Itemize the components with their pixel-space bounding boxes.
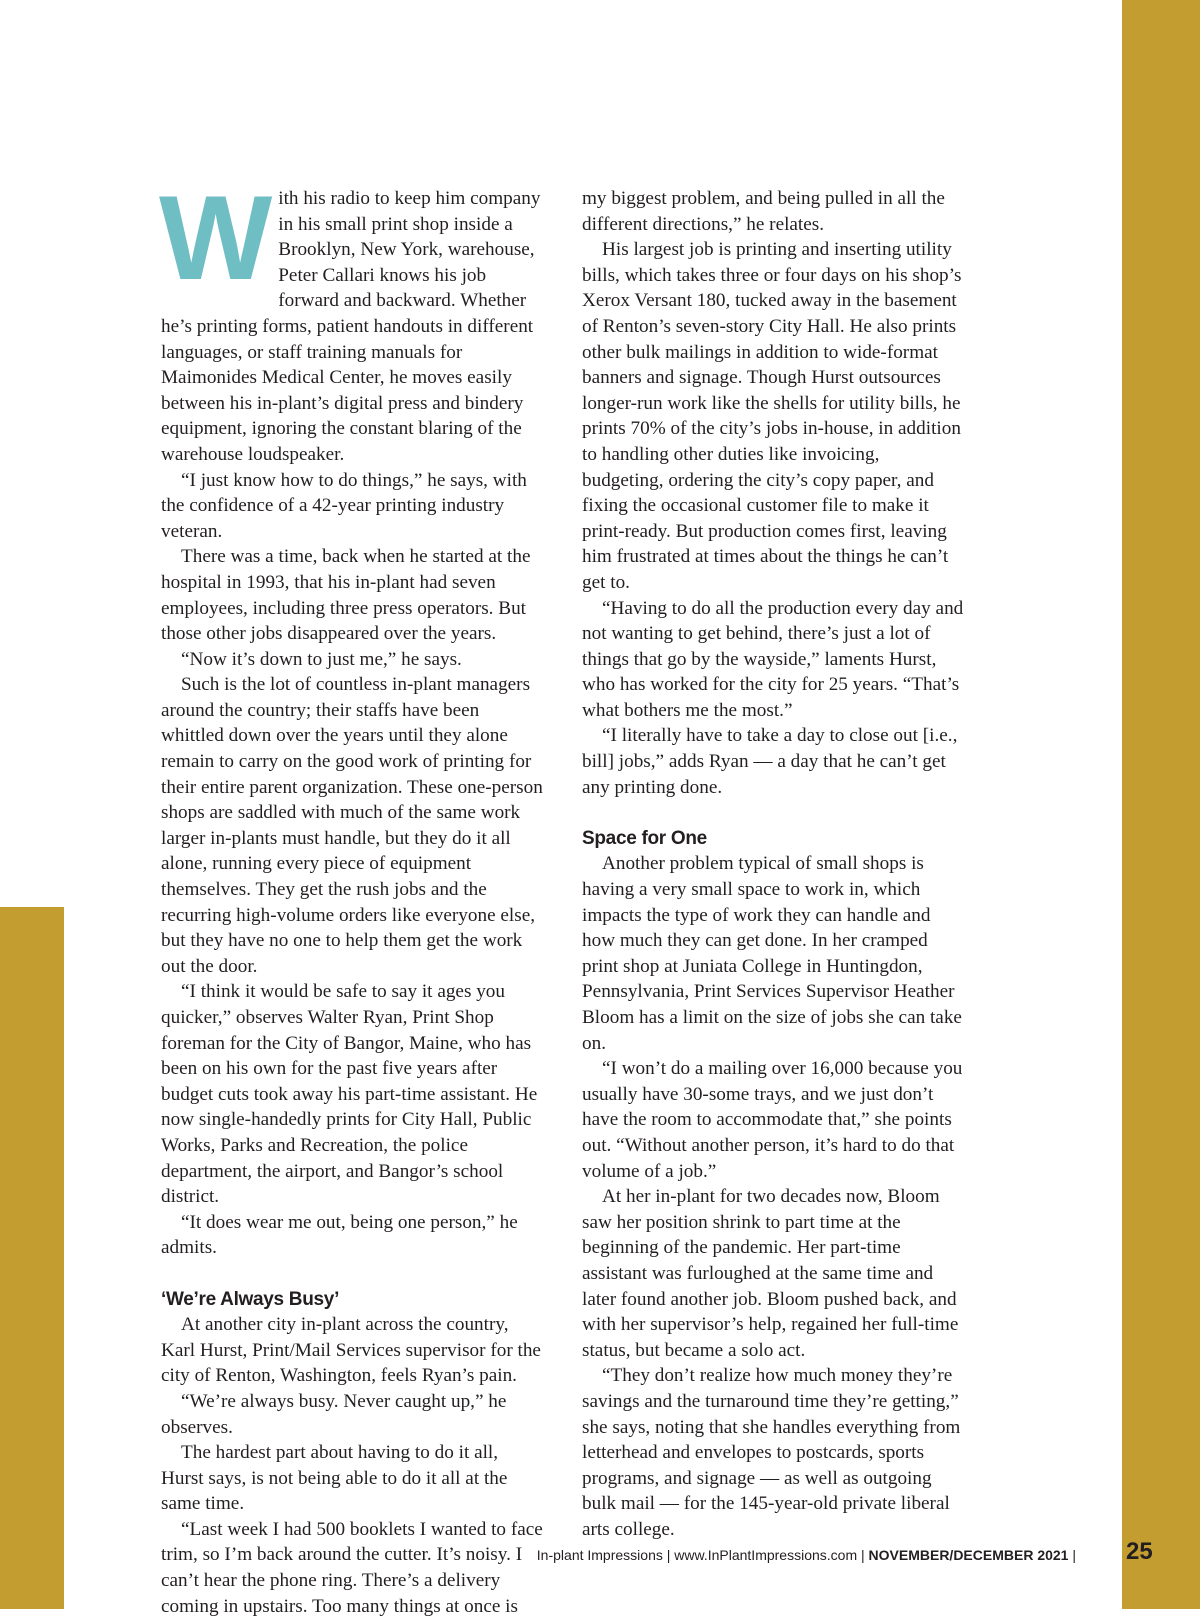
article-paragraph: my biggest problem, and being pulled in all the different directions,” he relates. (582, 188, 945, 235)
page-footer (537, 1547, 1076, 1563)
article-paragraph: There was a time, back when he started at the hospital in 1993, that his in-plant had seven employees, including three press operators. But those other jobs disappeared over the years. (161, 546, 531, 645)
article-paragraph: “Having to do all the production every day and not wanting to get behind, there’s just a lot of things that go by the wayside,” laments Hurst, who has worked for the city for 25 years. “That’s what bothers me the most.” (582, 597, 964, 721)
article-paragraph: “They don’t realize how much money they’re savings and the turnaround time they’re getting,” she says, noting that she handles everything from letterhead and envelopes to postcards, sports programs, and signage — as well as outgoing bulk mail — for the 145-year-old private liberal arts college. (582, 1365, 961, 1540)
article-paragraph: “Now it’s down to just me,” he says. (181, 648, 462, 670)
section-heading-always-busy: ‘We’re Always Busy’ (161, 1288, 340, 1310)
article-paragraph: “I won’t do a mailing over 16,000 because you usually have 30-some trays, and we just don’t have the room to accommodate that,” she points out. “Without another person, it’s hard to do that volume of a job.” (582, 1058, 963, 1182)
article-paragraph: Such is the lot of countless in-plant managers around the country; their staffs have been whittled down over the years until they alone remain to carry on the good work of printing for their entire parent organization. These one-person shops are saddled with much of the same work larger in-plants must handle, but they do it all alone, running every piece of equipment themselves. They get the rush jobs and the recurring high-volume orders like everyone else, but they have no one to help them get the work out the door. (161, 674, 543, 977)
page-number: 25 (1126, 1538, 1153, 1565)
footer-separator: | (1068, 1547, 1076, 1563)
article-column-left (159, 171, 543, 1619)
footer-publication: In-plant Impressions | www.InPlantImpressions.com | (536, 1547, 869, 1563)
left-gold-bar (0, 907, 64, 1609)
drop-cap: W (159, 171, 269, 305)
article-paragraph: His largest job is printing and inserting utility bills, which takes three or four days on his shop’s Xerox Versant 180, tucked away in the basement of Renton’s seven-story City Hall. He also prints other bulk mailings in addition to wide-format banners and signage. Though Hurst outsources longer-run work like the shells for utility bills, he prints 70% of the city’s jobs in-house, in addition to handling other duties like invoicing, budgeting, ordering the city’s copy paper, and fixing the occasional customer file to make it print-ready. But production comes first, leaving him frustrated at times about the things he can’t get to. (582, 239, 962, 593)
article-paragraph: With his radio to keep him company in his small print shop inside a Brooklyn, New York, warehouse, Peter Callari knows his job forward and backward. Whether he’s printing forms, patient handouts in different languages, or staff training manuals for Maimonides Medical Center, he moves easily between his in-plant’s digital press and bindery equipment, ignoring the constant blaring of the warehouse loudspeaker. (159, 171, 541, 465)
article-paragraph: At her in-plant for two decades now, Bloom saw her position shrink to part time at the beginning of the pandemic. Her part-time assistant was furloughed at the same time and later found another job. Bloom pushed back, and with her supervisor’s help, regained her full-time status, but became a solo act. (582, 1186, 959, 1361)
article-paragraph: The hardest part about having to do it all, Hurst says, is not being able to do it all at the same time. (161, 1442, 508, 1515)
article-paragraph: “We’re always busy. Never caught up,” he observes. (161, 1390, 507, 1438)
article-paragraph: “Last week I had 500 booklets I wanted to face trim, so I’m back around the cutter. It’s noisy. I can’t hear the phone ring. There’s a delivery coming in upstairs. Too many things at once is (161, 1518, 543, 1617)
article-column-right (582, 186, 964, 1542)
section-heading-space-for-one: Space for One (582, 827, 707, 849)
article-paragraph: “I literally have to take a day to close out [i.e., bill] jobs,” adds Ryan — a day that he can’t get any printing done. (582, 725, 958, 798)
article-paragraph: At another city in-plant across the country, Karl Hurst, Print/Mail Services supervisor for the city of Renton, Washington, feels Ryan’s pain. (161, 1314, 541, 1387)
article-paragraph: “It does wear me out, being one person,” he admits. (161, 1211, 518, 1259)
article-paragraph: “I think it would be safe to say it ages you quicker,” observes Walter Ryan, Print Shop foreman for the City of Bangor, Maine, who has been on his own for the past five years after budget cuts took away his part-time assistant. He now single-handedly prints for City Hall, Public Works, Parks and Recreation, the police department, the airport, and Bangor’s school district. (161, 981, 538, 1208)
article-paragraph: “I just know how to do things,” he says, with the confidence of a 42-year printing industry veteran. (161, 469, 527, 542)
right-gold-bar (1122, 0, 1200, 1609)
footer-issue-date: NOVEMBER/DECEMBER 2021 (868, 1547, 1069, 1563)
article-paragraph: Another problem typical of small shops is having a very small space to work in, which impacts the type of work they can handle and how much they can get done. In her cramped print shop at Juniata College in Huntingdon, Pennsylvania, Print Services Supervisor Heather Bloom has a limit on the size of jobs she can take on. (582, 853, 962, 1054)
